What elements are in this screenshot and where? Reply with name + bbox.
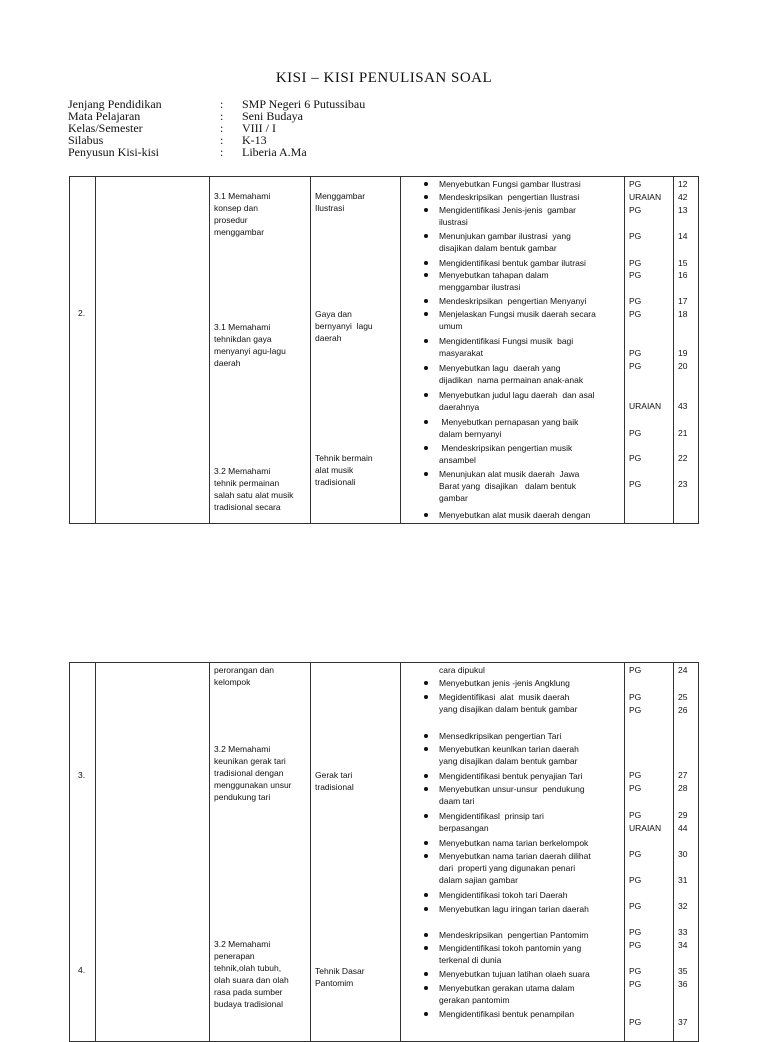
material-cell: Gerak tari tradisional [315, 770, 354, 792]
meta-colon: : [220, 121, 224, 135]
meta-label: Jenjang Pendidikan [68, 97, 162, 111]
question-number: 24 [678, 665, 688, 675]
question-type: PG [629, 927, 642, 937]
question-number: 34 [678, 940, 688, 950]
question-type: PG [629, 810, 642, 820]
question-type: PG [629, 770, 642, 780]
question-number: 12 [678, 179, 688, 189]
question-number: 43 [678, 401, 688, 411]
question-number: 31 [678, 875, 688, 885]
question-type: PG [629, 665, 642, 675]
question-number: 17 [678, 296, 688, 306]
question-type: PG [629, 783, 642, 793]
question-number: 35 [678, 966, 688, 976]
indicator-continuation: cara dipukul [439, 665, 485, 675]
question-number: 26 [678, 705, 688, 715]
question-type: PG [629, 849, 642, 859]
question-type: PG [629, 875, 642, 885]
meta-value: K-13 [242, 133, 267, 147]
question-number: 42 [678, 192, 688, 202]
question-number: 29 [678, 810, 688, 820]
competency-cell: 3.2 Memahami penerapan tehnik,olah tubuh, olah suara dan olah rasa pada sumber budaya tradisional [214, 939, 289, 1009]
question-type: URAIAN [629, 192, 662, 202]
question-type: URAIAN [629, 823, 662, 833]
meta-colon: : [220, 109, 224, 123]
meta-colon: : [220, 97, 224, 111]
question-type: PG [629, 309, 642, 319]
table-1-content: 2. 3.1 Memahami konsep dan prosedur menggambar 3.1 Memahami tehnikdan gaya menyanyi agu-lagu daerah 3.2 Memahami tehnik permainan salah satu alat musik tradisional secara Menggambar Ilustrasi Gaya dan bernyanyi lagu daerah Tehnik bermain alat musik tradisionali Menyebutkan Fungsi gambar Ilustrasi Mendeskripsikan pengertian Ilustrasi Mengidentifikasi Jenis-jenis gambar ilustrasi Menunjukan gambar ilustrasi yang disajikan dalam bentuk gambar Mengidentifikasi bentuk gambar ilutrasi Menyebutkan tahapan dalam menggambar ilustrasi Mendeskripsikan pengertian Menyanyi Menjelaskan Fungsi musik daerah secara umum Mengidentifikasi Fungsi musik bagi masyarakat Menyebutkan lagu daerah yang dijadikan nama permainan anak-anak Menyebutkan judul lagu daerah dan asal daerahnya Menyebutkan pernapasan yang baik dalam bernyanyi Mendeskripsikan pengertian musik ansambel Menunjukan alat musik daerah Jawa Barat yang disajikan dalam bentuk gambar Menyebutkan alat musik daerah dengan PG URAIAN PG PG PG PG PG PG PG PG URAIAN PG PG PG 12 42 13 14 15 16 17 18 19 20 43 21 22 23 [78, 179, 688, 520]
question-number: 21 [678, 428, 688, 438]
meta-colon: : [220, 145, 224, 159]
meta-colon: : [220, 133, 224, 147]
question-number: 19 [678, 348, 688, 358]
question-type: PG [629, 692, 642, 702]
meta-value: Liberia A.Ma [242, 145, 307, 159]
question-type: PG [629, 428, 642, 438]
row-number: 3. [78, 770, 86, 780]
question-number: 27 [678, 770, 688, 780]
question-type: PG [629, 348, 642, 358]
question-type: URAIAN [629, 401, 662, 411]
question-number: 14 [678, 231, 688, 241]
question-number: 30 [678, 849, 688, 859]
question-type: PG [629, 901, 642, 911]
meta-label: Kelas/Semester [68, 121, 143, 135]
meta-label: Mata Pelajaran [68, 109, 141, 123]
meta-label: Silabus [68, 133, 104, 147]
question-type: PG [629, 258, 642, 268]
meta-value: SMP Negeri 6 Putussibau [242, 97, 366, 111]
question-type: PG [629, 979, 642, 989]
question-number: 44 [678, 823, 688, 833]
material-cell: Tehnik Dasar Pantomim [315, 966, 365, 988]
question-number: 37 [678, 1017, 688, 1027]
competency-cell: perorangan dan kelompok [214, 665, 275, 687]
question-number: 32 [678, 901, 688, 911]
material-cell: Tehnik bermain alat musik tradisionali [315, 453, 373, 487]
question-type: PG [629, 453, 642, 463]
question-type: PG [629, 479, 642, 489]
question-type: PG [629, 270, 642, 280]
question-type: PG [629, 966, 642, 976]
row-number: 2. [78, 308, 86, 318]
question-number: 18 [678, 309, 688, 319]
question-type: PG [629, 296, 642, 306]
table-2-content: 3. 4. perorangan dan kelompok 3.2 Memahami keunikan gerak tari tradisional dengan menggunakan unsur pendukung tari 3.2 Memahami penerapan tehnik,olah tubuh, olah suara dan olah rasa pada sumber budaya tradisional Gerak tari tradisional Tehnik Dasar Pantomim cara dipukul Menyebutkan jenis -jenis Angklung Megidentifikasi alat musik daerah yang disajikan dalam bentuk gambar Mensedkripsikan pengertian Tari Menyebutkan keunlkan tarian daerah yang disajikan dalam bentuk gambar Mengidentifikasi bentuk penyajian Tari Menyebutkan unsur-unsur pendukung daam tari Mengidentifikasl prinsip tari berpasangan Menyebutkan nama tarian berkelompok Menyebutkan nama tarian daerah dilihat dari properti yang digunakan penari dalam sajian gambar Mengidentifikasi tokoh tari Daerah Menyebutkan lagu iringan tarian daerah Mendeskripsikan pengertian Pantomim Mengidentifikasi tokoh pantomin yang terkenal di dunia Menyebutkan tujuan latihan olaeh suara Menyebutkan gerakan utama dalam gerakan pantomim Mengidentifikasi bentuk penampilan PG PG PG PG PG PG URAIAN PG PG PG PG PG PG PG PG 24 25 26 27 28 29 44 30 31 32 33 34 35 36 37 [78, 665, 688, 1027]
competency-cell: 3.1 Memahami tehnikdan gaya menyanyi agu-lagu daerah [214, 322, 286, 368]
question-number: 22 [678, 453, 688, 463]
question-type: PG [629, 940, 642, 950]
question-type: PG [629, 1017, 642, 1027]
question-number: 16 [678, 270, 688, 280]
question-number: 36 [678, 979, 688, 989]
meta-value: VIII / I [242, 121, 276, 135]
question-number: 33 [678, 927, 688, 937]
row-number: 4. [78, 965, 86, 975]
question-type: PG [629, 205, 642, 215]
material-cell: Menggambar Ilustrasi [315, 191, 366, 213]
competency-cell: 3.2 Memahami tehnik permainan salah satu alat musik tradisional secara [214, 466, 294, 512]
question-number: 28 [678, 783, 688, 793]
competency-cell: 3.2 Memahami keunikan gerak tari tradisional dengan menggunakan unsur pendukung tari [214, 744, 292, 802]
material-cell: Gaya dan bernyanyi lagu daerah [315, 309, 373, 343]
question-type: PG [629, 705, 642, 715]
document-title: KISI – KISI PENULISAN SOAL [275, 70, 493, 86]
question-number: 13 [678, 205, 688, 215]
question-number: 20 [678, 361, 688, 371]
meta-label: Penyusun Kisi-kisi [68, 145, 160, 159]
question-number: 25 [678, 692, 688, 702]
question-number: 15 [678, 258, 688, 268]
question-type: PG [629, 231, 642, 241]
question-number: 23 [678, 479, 688, 489]
competency-cell: 3.1 Memahami konsep dan prosedur menggambar [214, 191, 271, 237]
question-type: PG [629, 361, 642, 371]
meta-value: Seni Budaya [242, 109, 303, 123]
question-type: PG [629, 179, 642, 189]
